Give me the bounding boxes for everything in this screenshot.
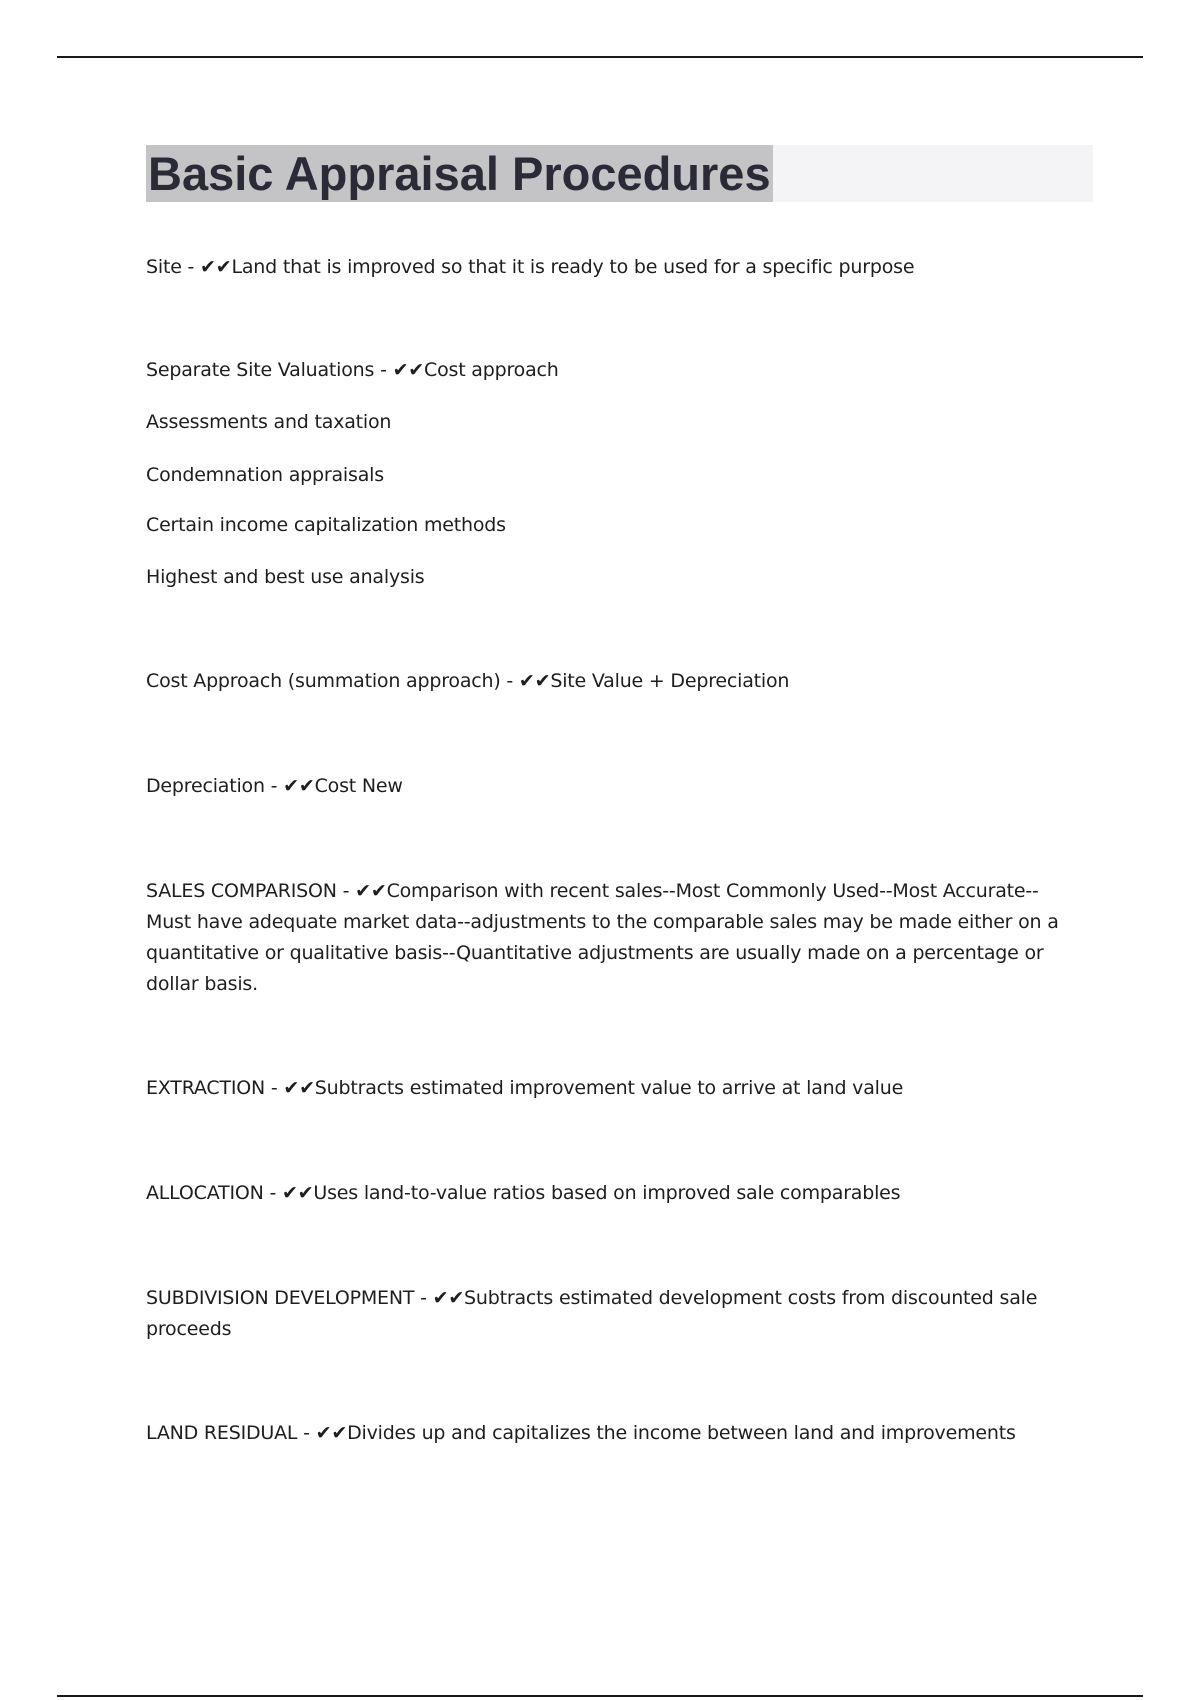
- entry-cost-approach: Cost Approach (summation approach) - ✔✔Site Value + Depreciation: [146, 670, 790, 692]
- entry-condemnation: Condemnation appraisals: [146, 464, 384, 486]
- entry-income-capitalization: Certain income capitalization methods: [146, 514, 506, 536]
- entry-land-residual: LAND RESIDUAL - ✔✔Divides up and capitalizes the income between land and improvements: [146, 1422, 1016, 1444]
- header-rule: [57, 56, 1143, 58]
- entry-assessments: Assessments and taxation: [146, 411, 392, 433]
- entry-allocation: ALLOCATION - ✔✔Uses land-to-value ratios based on improved sale comparables: [146, 1182, 901, 1204]
- footer-rule: [57, 1695, 1143, 1697]
- entry-subdivision-development: SUBDIVISION DEVELOPMENT - ✔✔Subtracts estimated development costs from discounted sale proceeds: [146, 1287, 1044, 1340]
- entry-site: Site - ✔✔Land that is improved so that it is ready to be used for a specific purpose: [146, 256, 915, 278]
- entry-highest-best-use: Highest and best use analysis: [146, 566, 425, 588]
- entry-separate-site-valuations: Separate Site Valuations - ✔✔Cost approach: [146, 359, 559, 381]
- entry-extraction: EXTRACTION - ✔✔Subtracts estimated improvement value to arrive at land value: [146, 1077, 904, 1099]
- entry-sales-comparison: SALES COMPARISON - ✔✔Comparison with recent sales--Most Commonly Used--Most Accurate--Must have adequate market data--adjustments to the comparable sales may be made either on a quantitative or qualitative basis--Quantitative adjustments are usually made on a percentage or dollar basis.: [146, 880, 1065, 995]
- page-title: Basic Appraisal Procedures: [148, 147, 771, 200]
- entry-depreciation: Depreciation - ✔✔Cost New: [146, 775, 403, 797]
